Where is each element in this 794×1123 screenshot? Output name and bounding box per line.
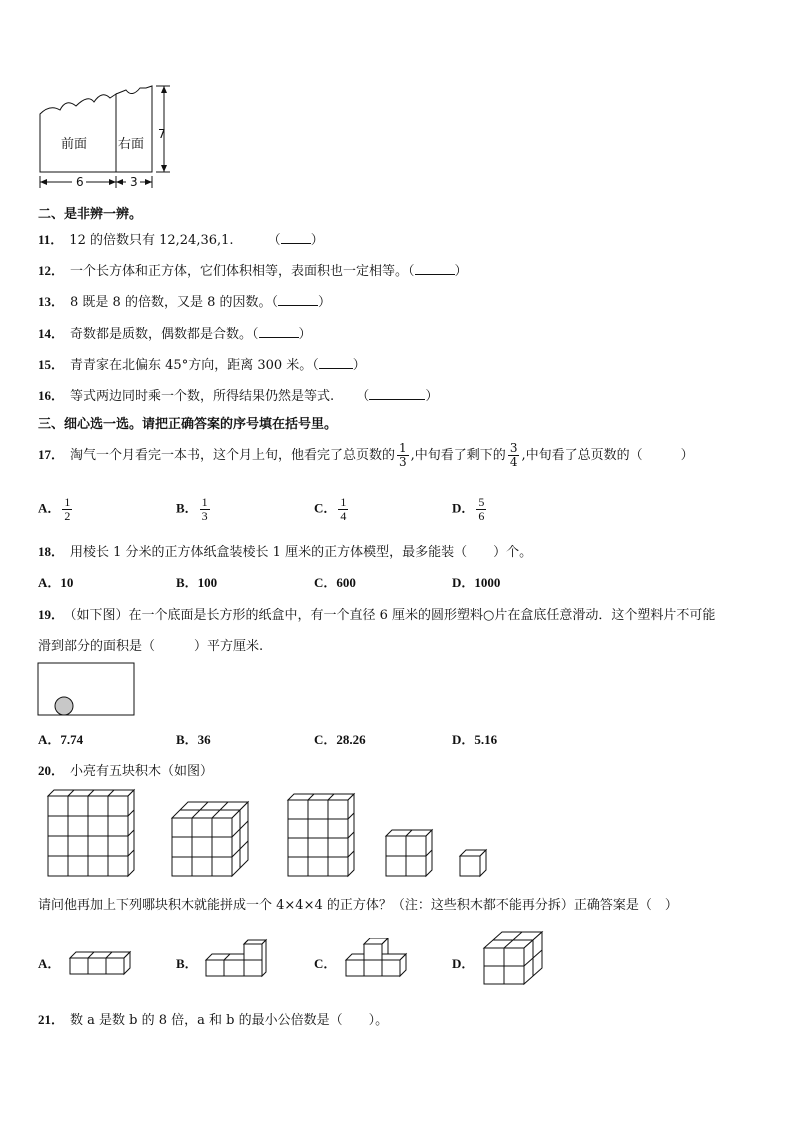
question-number: 21．	[38, 1012, 65, 1027]
right-width-label: 3	[130, 175, 138, 189]
question-number: 17．	[38, 447, 65, 462]
block-1	[48, 790, 134, 876]
box-circle-figure	[37, 662, 137, 718]
option-d[interactable]: D．	[452, 956, 475, 971]
question-number: 14．	[38, 326, 65, 341]
question-text: 8 既是 8 的倍数，又是 8 的因数。	[70, 295, 272, 310]
block-2	[172, 802, 248, 876]
front-width-label: 6	[76, 175, 84, 189]
block-5	[460, 850, 486, 876]
question-text: 一个长方体和正方体，它们体积相等，表面积也一定相等。	[70, 264, 409, 279]
question-15: 15． 青青家在北偏东 45°方向，距离 300 米。（ ）	[38, 357, 366, 373]
question-14: 14． 奇数都是质数，偶数都是合数。（ ）	[38, 326, 312, 342]
answer-blank[interactable]	[259, 325, 299, 338]
question-16: 16． 等式两边同时乘一个数，所得结果仍然是等式. （ ）	[38, 388, 439, 404]
question-text: （如下图）在一个底面是长方形的纸盒中，有一个直径 6 厘米的圆形塑料○片在盒底任意滑动．这个塑料片不可能	[70, 608, 716, 623]
right-face-label: 右面	[118, 137, 145, 152]
front-face-label: 前面	[61, 137, 88, 152]
section-2-title: 二、是非辨一辨。	[38, 207, 143, 222]
block-4	[386, 830, 432, 876]
question-number: 12．	[38, 263, 65, 278]
option-b[interactable]: B．36	[176, 732, 211, 747]
question-17: 17． 淘气一个月看完一本书，这个月上旬，他看完了总页数的 $\frac{1}{3}$ ,中旬看了剩下的 $\frac{3}{4}$ ,中旬看了总页数的（ ）	[38, 441, 694, 469]
option-a[interactable]: A．10	[38, 575, 74, 590]
section-3-title: 三、细心选一选。请把正确答案的序号填在括号里。	[38, 417, 338, 432]
option-c[interactable]: C．28.26	[314, 732, 366, 747]
option-d-block	[480, 930, 546, 988]
answer-blank[interactable]	[415, 262, 455, 275]
option-c-block	[344, 938, 408, 982]
option-a-block	[68, 948, 132, 976]
option-b[interactable]: B． $\frac{1}{3}$	[176, 495, 208, 523]
question-19	[38, 604, 715, 623]
option-b[interactable]: B．	[176, 956, 198, 971]
top-figure	[36, 84, 176, 194]
option-a[interactable]: A． $\frac{1}{2}$	[38, 495, 71, 523]
question-text: 数 a 是数 b 的 8 倍，a 和 b 的最小公倍数是（ ）。	[70, 1013, 389, 1028]
question-11: 11． 12 的倍数只有 12,24,36,1. （ ）	[38, 232, 324, 248]
fraction: $\frac{1}{3}$	[399, 441, 407, 469]
question-13: 13． 8 既是 8 的倍数，又是 8 的因数。（ ）	[38, 294, 332, 310]
option-d[interactable]: D．1000	[452, 575, 501, 590]
question-number: 11．	[38, 232, 64, 247]
option-c[interactable]: C．600	[314, 575, 356, 590]
answer-blank[interactable]	[278, 293, 318, 306]
question-number: 13．	[38, 294, 65, 309]
question-number: 20．	[38, 763, 65, 778]
question-12: 12． 一个长方体和正方体，它们体积相等，表面积也一定相等。（ ）	[38, 263, 468, 279]
question-text: 小亮有五块积木（如图）	[70, 764, 214, 779]
option-d[interactable]: D．5.16	[452, 732, 498, 747]
question-21	[38, 1009, 388, 1028]
height-label: 7	[158, 127, 166, 141]
answer-blank[interactable]	[319, 356, 353, 369]
question-text: 用棱长 1 分米的正方体纸盒装棱长 1 厘米的正方体模型，最多能装（ ）个。	[70, 545, 533, 560]
question-text: 奇数都是质数，偶数都是合数。	[70, 327, 253, 342]
option-b-block	[204, 936, 268, 982]
option-c[interactable]: C．	[314, 956, 337, 971]
block-3	[288, 794, 354, 876]
option-a[interactable]: A．7.74	[38, 732, 84, 747]
question-number: 18．	[38, 544, 65, 559]
question-number: 19．	[38, 607, 65, 622]
question-18	[38, 541, 532, 560]
question-text: 12 的倍数只有 12,24,36,1.	[69, 233, 234, 248]
answer-blank[interactable]	[281, 231, 311, 244]
question-text: 等式两边同时乘一个数，所得结果仍然是等式.	[70, 389, 335, 404]
question-19-line2: 滑到部分的面积是（ ）平方厘米.	[38, 639, 264, 654]
option-b[interactable]: B．100	[176, 575, 218, 590]
fraction: $\frac{3}{4}$	[509, 441, 518, 469]
question-number: 15．	[38, 357, 65, 372]
option-c[interactable]: C． $\frac{1}{4}$	[314, 495, 347, 523]
question-20	[38, 760, 213, 779]
question-number: 16．	[38, 388, 65, 403]
five-blocks-figure	[40, 788, 500, 880]
option-a[interactable]: A．	[38, 956, 61, 971]
answer-blank[interactable]	[369, 387, 425, 400]
option-d[interactable]: D． $\frac{5}{6}$	[452, 495, 485, 523]
question-text: 青青家在北偏东 45°方向，距离 300 米。	[70, 358, 313, 373]
question-20-prompt: 请问他再加上下列哪块积木就能拼成一个 4×4×4 的正方体？（注：这些积木都不能再分拆）正确答案是（ ）	[38, 898, 678, 913]
